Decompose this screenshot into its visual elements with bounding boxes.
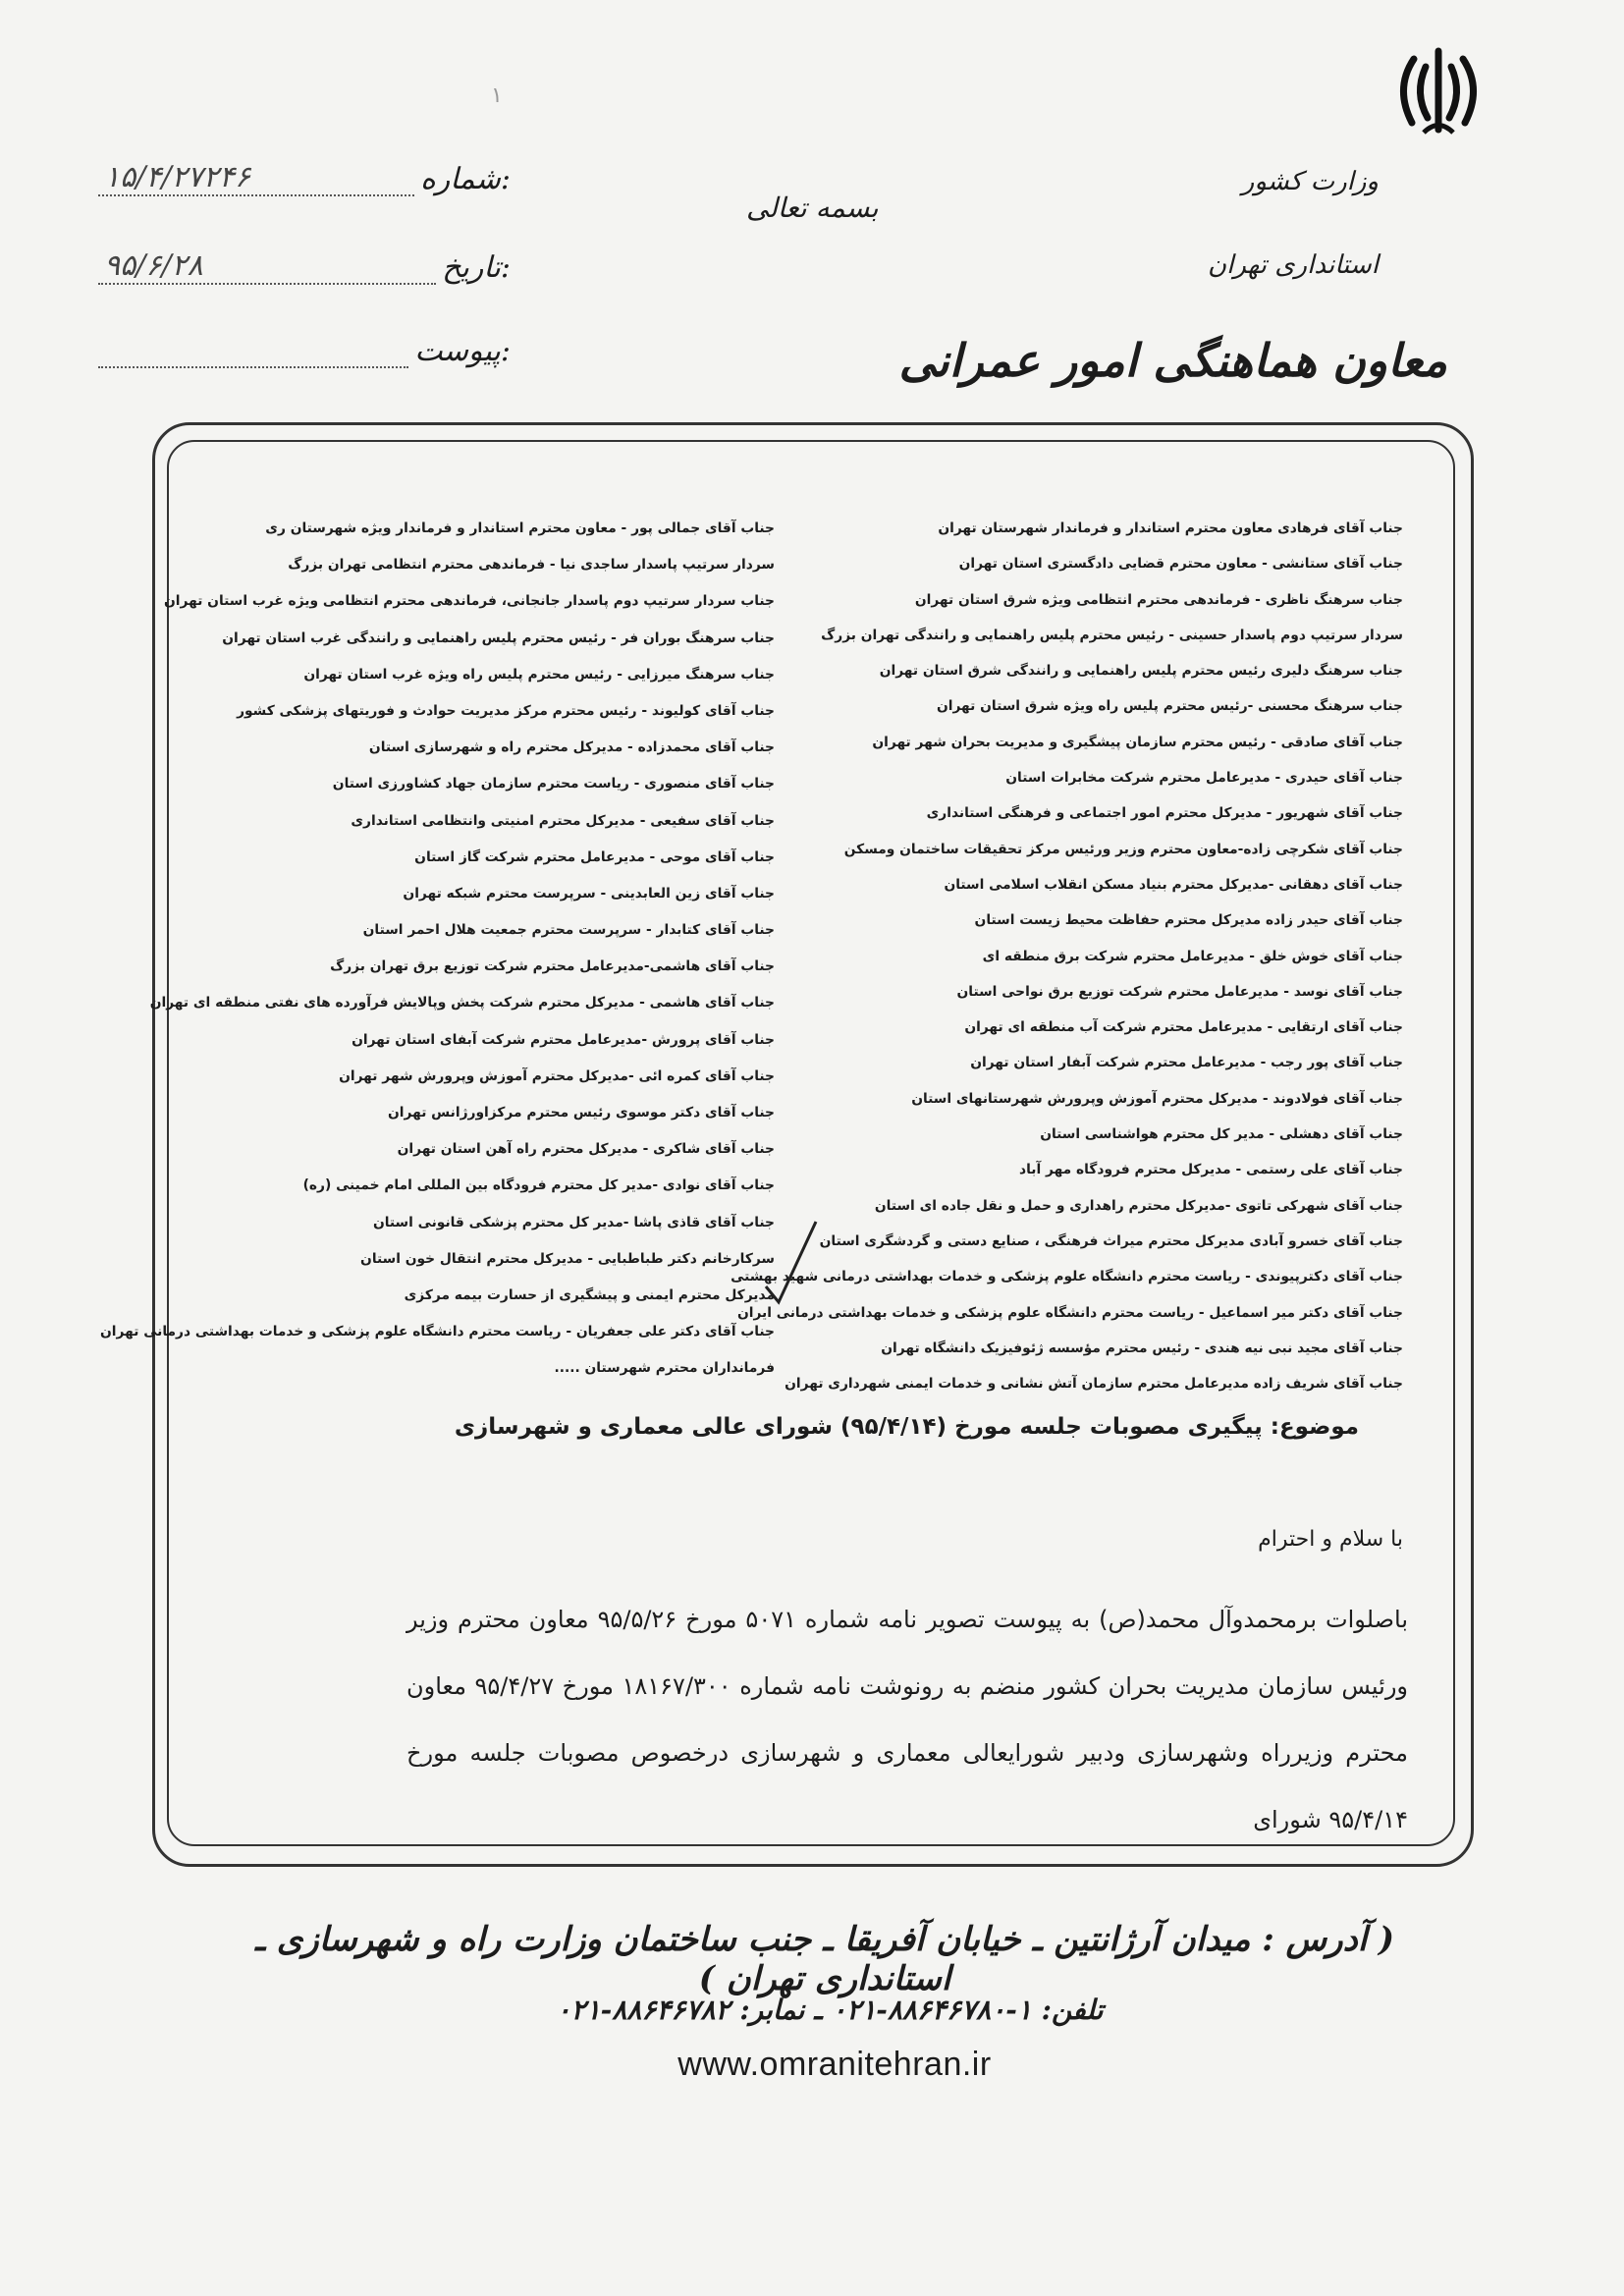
- recipient-line: جناب آقای علی رستمی - مدیرکل محترم فرودگاه مهر آباد: [1019, 1162, 1403, 1178]
- recipient-line: جناب آقای مجید نبی نیه هندی - رئیس محترم مؤسسه ژئوفیزیک دانشگاه تهران: [881, 1339, 1403, 1356]
- recipient-line: جناب آقای خوش خلق - مدیرعامل محترم شرکت برق منطقه ای: [982, 948, 1403, 964]
- recipient-line: جناب آقای شکرچی زاده-معاون محترم وزیر ورئیس مرکز تحقیقات ساختمان ومسکن: [843, 841, 1403, 857]
- recipient-line: جناب آقای هاشمی - مدیرکل محترم شرکت پخش وپالایش فرآورده های نفتی منطقه ای تهران: [149, 995, 775, 1011]
- recipient-line: جناب آقای ستانشی - معاون محترم قضایی دادگستری استان تهران: [958, 556, 1403, 573]
- recipient-line: سردار سرتیپ پاسدار ساجدی نیا - فرماندهی محترم انتظامی تهران بزرگ: [288, 557, 775, 574]
- recipient-line: جناب آقای شاکری - مدیرکل محترم راه آهن استان تهران: [397, 1141, 775, 1158]
- recipient-line: جناب آقای موحی - مدیرعامل محترم شرکت گاز استان: [414, 848, 775, 865]
- recipient-line: جناب آقای فرهادی معاون محترم استاندار و فرماندار شهرستان تهران: [938, 520, 1403, 536]
- recipient-line: جناب آقای فولادوند - مدیرکل محترم آموزش وپرورش شهرستانهای استان: [911, 1090, 1403, 1107]
- date-value: ۹۵/۶/۲۸: [98, 248, 436, 285]
- letter-number-row: [98, 147, 511, 196]
- deputy-title: معاون هماهنگی امور عمرانی: [898, 334, 1447, 387]
- recipient-line: جناب آقای خسرو آبادی مدیرکل محترم میراث فرهنگی ، صنایع دستی و گردشگری استان: [819, 1232, 1403, 1249]
- recipient-line: جناب آقای دکترپیوندی - ریاست محترم دانشگاه علوم پزشکی و خدمات بهداشتی درمانی شهید بهشتی: [731, 1269, 1403, 1285]
- checkmark-icon: [761, 1218, 820, 1306]
- recipient-line: جناب آقای دکتر موسوی رئیس محترم مرکزاورژانس تهران: [388, 1105, 775, 1121]
- recipient-line: جناب آقای کتابدار - سرپرست محترم جمعیت هلال احمر استان: [362, 922, 775, 939]
- faint-stamp: ۱: [491, 83, 503, 108]
- iran-emblem-icon: [1384, 39, 1492, 147]
- recipient-line: جناب سرهنگ بوران فر - رئیس محترم پلیس راهنمایی و رانندگی غرب استان تهران: [222, 629, 775, 646]
- recipient-line: جناب آقای کولیوند - رئیس محترم مرکز مدیریت حوادث و فوریتهای پزشکی کشور: [237, 702, 775, 719]
- recipient-line: جناب آقای هاشمی-مدیرعامل محترم شرکت توزیع برق تهران بزرگ: [330, 958, 775, 975]
- recipient-line: جناب آقای پرورش -مدیرعامل محترم شرکت آبفای استان تهران: [352, 1031, 775, 1048]
- recipient-line: جناب آقای دهقانی -مدیرکل محترم بنیاد مسکن انقلاب اسلامی استان: [944, 876, 1403, 893]
- recipient-line: جناب آقای شریف زاده مدیرعامل محترم سازمان آتش نشانی و خدمات ایمنی شهرداری تهران: [785, 1376, 1403, 1393]
- recipient-line: فرمانداران محترم شهرستان .....: [554, 1360, 775, 1377]
- recipient-line: جناب آقای منصوری - ریاست محترم سازمان جهاد کشاورزی استان: [332, 776, 775, 793]
- letter-date-row: [98, 236, 511, 285]
- letter-body: باصلوات برمحمدوآل محمد(ص) به پیوست تصویر نامه شماره ۵۰۷۱ مورخ ۹۵/۵/۲۶ معاون محترم وزیر ورئیس سازمان مدیریت بحران کشور منضم به رونوشت نامه شماره ۱۸۱۶۷/۳۰۰ مورخ ۹۵/۴/۲۷ معاون محترم وزیرراه وشهرسازی ودبیر شورایعالی معماری و شهرسازی درخصوص مصوبات جلسه مورخ ۹۵/۴/۱۴ شورای: [406, 1606, 1409, 1833]
- recipient-line: جناب سرهنگ ناظری - فرماندهی محترم انتظامی ویژه شرق استان تهران: [914, 591, 1403, 608]
- recipient-line: جناب آقای نوسد - مدیرعامل محترم شرکت توزیع برق نواحی استان: [956, 983, 1403, 1000]
- province-name: استانداری تهران: [1208, 250, 1379, 280]
- recipient-line: سردار سرتیپ دوم پاسدار حسینی - رئیس محترم پلیس راهنمایی و رانندگی تهران بزرگ: [821, 627, 1403, 643]
- recipient-line: جناب آقای ارتقایی - مدیرعامل محترم شرکت آب منطقه ای تهران: [964, 1019, 1403, 1036]
- recipient-line: جناب آقای قاذی پاشا -مدیر کل محترم پزشکی قانونی استان: [372, 1214, 775, 1230]
- recipient-line: جناب سردار سرتیپ دوم پاسدار جانجانی، فرماندهی محترم انتظامی ویژه غرب استان تهران: [164, 593, 775, 610]
- recipient-line: جناب آقای کمره ائی -مدیرکل محترم آموزش وپرورش شهر تهران: [339, 1067, 775, 1084]
- footer-address: ( آدرس : میدان آرژانتین ـ خیابان آفریقا ـ جنب ساختمان وزارت راه و شهرسازی ـ استانداری تهران ): [254, 1920, 1395, 1998]
- recipient-line: جناب سرهنگ میرزایی - رئیس محترم پلیس راه ویژه غرب استان تهران: [303, 666, 775, 683]
- recipient-line: جناب آقای شهرکی تاتوی -مدیرکل محترم راهداری و حمل و نقل جاده ای استان: [874, 1197, 1403, 1214]
- recipients-right-column: [731, 511, 1403, 1401]
- letter-attachment-row: [98, 319, 511, 368]
- bismillah: بسمه تعالی: [746, 191, 879, 224]
- recipient-line: جناب آقای زین العابدینی - سرپرست محترم شبکه تهران: [403, 885, 775, 902]
- recipient-line: جناب آقای سفیعی - مدیرکل محترم امنیتی وانتظامی استانداری: [351, 812, 775, 829]
- recipients-left-column: [100, 511, 775, 1388]
- ministry-name: وزارت کشور: [1241, 167, 1379, 196]
- number-label: شماره:: [420, 162, 511, 196]
- recipient-line: مدیرکل محترم ایمنی و پیشگیری از حسارت بیمه مرکزی: [404, 1286, 775, 1303]
- recipient-line: سرکارخانم دکتر طباطبایی - مدیرکل محترم انتقال خون استان: [360, 1250, 775, 1267]
- recipient-line: جناب آقای شهریور - مدیرکل محترم امور اجتماعی و فرهنگی استانداری: [926, 805, 1403, 822]
- recipient-line: جناب آقای دکتر علی جعفریان - ریاست محترم دانشگاه علوم پزشکی و خدمات بهداشتی درمانی تهران: [100, 1324, 775, 1340]
- recipient-line: جناب آقای حیدری - مدیرعامل محترم شرکت مخابرات استان: [1005, 770, 1403, 787]
- recipient-line: جناب آقای دکتر میر اسماعیل - ریاست محترم دانشگاه علوم پزشکی و خدمات بهداشتی درمانی ایران: [736, 1304, 1403, 1321]
- recipient-line: جناب آقای صادقی - رئیس محترم سازمان پیشگیری و مدیریت بحران شهر تهران: [872, 734, 1403, 750]
- recipient-line: جناب آقای محمدزاده - مدیرکل محترم راه و شهرسازی استان: [368, 739, 775, 756]
- recipient-line: جناب سرهنگ محسنی -رئیس محترم پلیس راه ویژه شرق استان تهران: [936, 698, 1403, 715]
- recipient-line: جناب آقای جمالی پور - معاون محترم استاندار و فرماندار ویژه شهرستان ری: [265, 520, 775, 536]
- recipient-line: جناب سرهنگ دلیری رئیس محترم پلیس راهنمایی و رانندگی شرق استان تهران: [879, 663, 1403, 680]
- number-value: ۱۵/۴/۲۷۲۴۶: [98, 160, 414, 196]
- attachment-label: پیوست:: [414, 334, 511, 368]
- recipient-line: جناب آقای دهشلی - مدیر کل محترم هواشناسی استان: [1040, 1126, 1403, 1143]
- footer-phones: تلفن: ۱-۸۸۶۴۶۷۸۰-۰۲۱ ـ نمابر: ۸۸۶۴۶۷۸۲-۰۲۱: [556, 1994, 1104, 2026]
- recipient-line: جناب آقای نوادی -مدیر کل محترم فرودگاه بین المللی امام خمینی (ره): [302, 1177, 775, 1194]
- letter-greeting: با سلام و احترام: [1258, 1527, 1403, 1552]
- recipient-line: جناب آقای پور رجب - مدیرعامل محترم شرکت آبفار استان تهران: [970, 1055, 1403, 1071]
- footer-website: www.omranitehran.ir: [677, 2046, 992, 2083]
- recipient-line: جناب آقای حیدر زاده مدیرکل محترم حفاظت محیط زیست استان: [974, 912, 1403, 929]
- attachment-value: [98, 366, 408, 368]
- date-label: تاریخ:: [442, 250, 511, 285]
- letter-subject: موضوع: پیگیری مصوبات جلسه مورخ (۹۵/۴/۱۴) شورای عالی معماری و شهرسازی: [454, 1414, 1359, 1440]
